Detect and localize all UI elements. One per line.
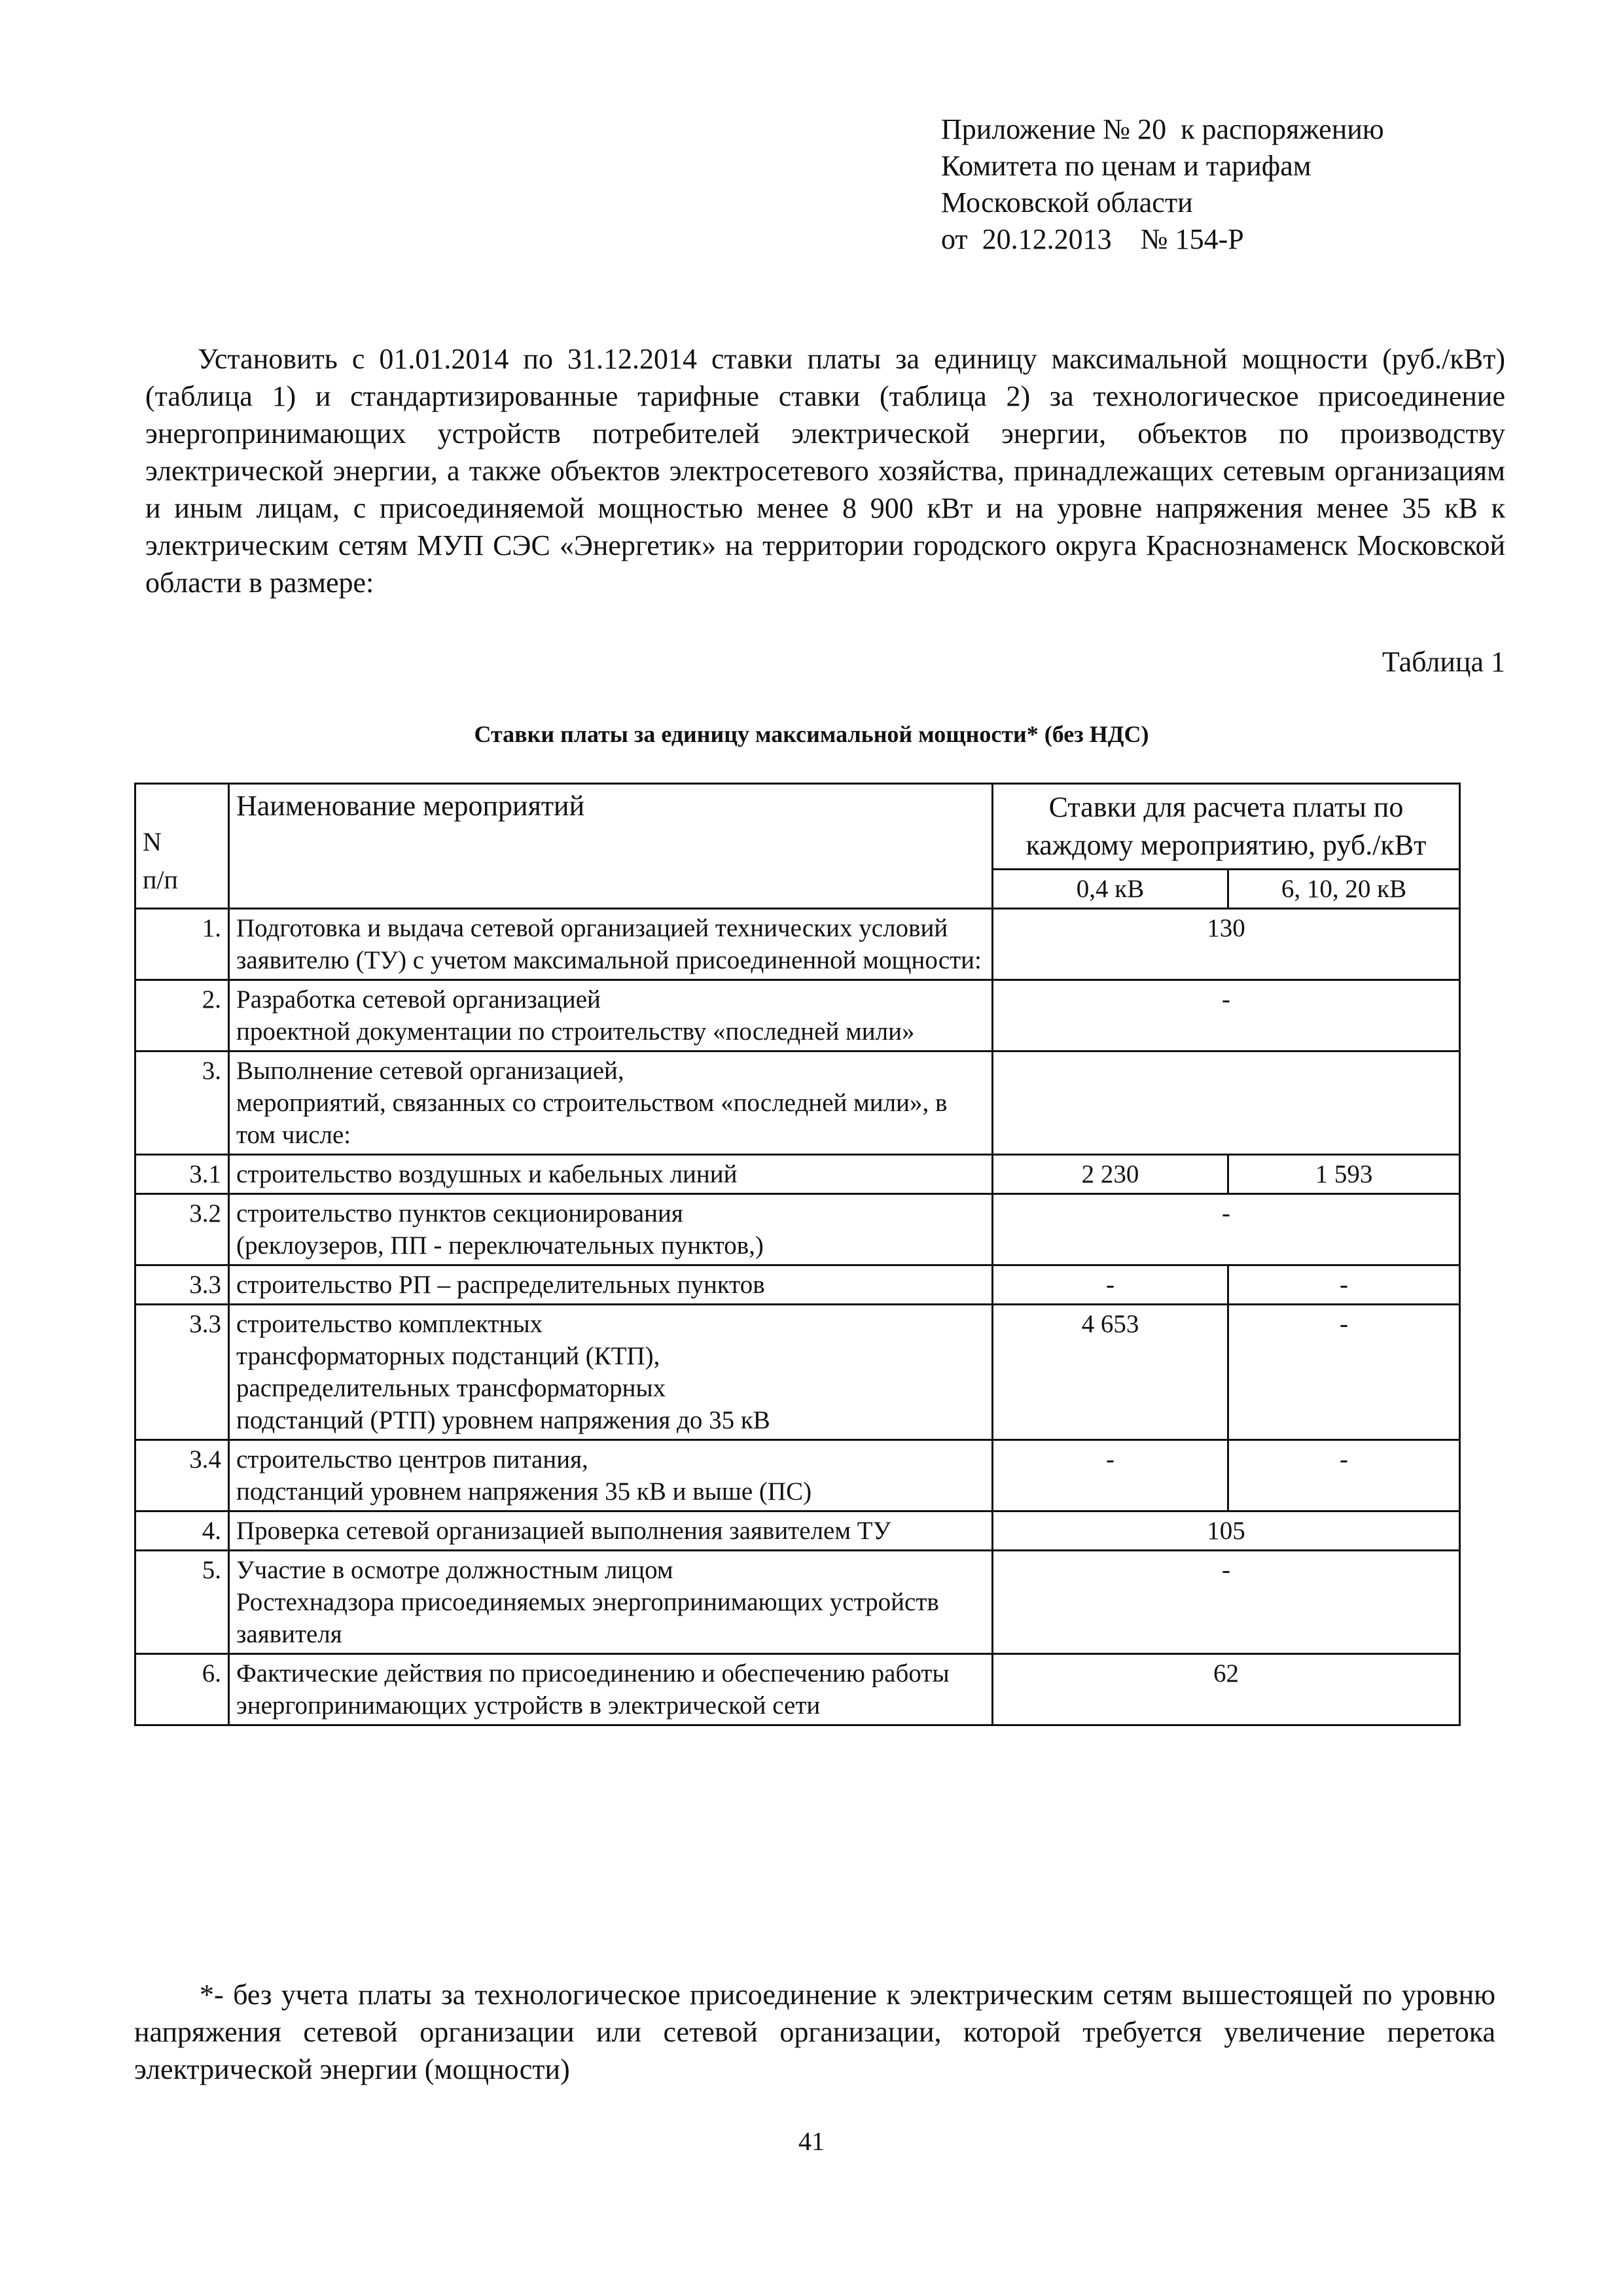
- row-number: 6.: [135, 1654, 229, 1725]
- table-row: [135, 1654, 1460, 1725]
- page-number: 41: [798, 2127, 825, 2156]
- header-line: Комитета по ценам и тарифам: [941, 150, 1311, 182]
- row-rate-merged: 105: [993, 1511, 1460, 1551]
- row-rate-6-20kv: -: [1228, 1440, 1460, 1511]
- header-line: Московской области: [941, 186, 1193, 219]
- row-activity-name: строительство воздушных и кабельных линий: [229, 1155, 993, 1194]
- header-line: от 20.12.2013 № 154-Р: [941, 223, 1244, 255]
- table-row: [135, 1051, 1460, 1155]
- header-line: Приложение № 20 к распоряжению: [941, 113, 1384, 145]
- header-name: Наименование мероприятий: [229, 784, 993, 909]
- intro-paragraph: Установить с 01.01.2014 по 31.12.2014 ставки платы за единицу максимальной мощности (руб./кВт) (таблица 1) и стандартизированные тарифные ставки (таблица 2) за технологическое присоединение энергопринимающих устройств потребителей электрической энергии, объектов по производству электрической энергии, а также объектов электросетевого хозяйства, принадлежащих сетевым организациям и иным лицам, с присоединяемой мощностью менее 8 900 кВт и на уровне напряжения менее 35 кВ к электрическим сетям МУП СЭС «Энергетик» на территории городского округа Краснознаменск Московской области в размере:: [145, 343, 1505, 599]
- row-number: 1.: [135, 909, 229, 980]
- table-row: [135, 980, 1460, 1051]
- rates-table: [134, 783, 1461, 1726]
- table-row: [135, 1305, 1460, 1440]
- row-rate-merged: [993, 1051, 1460, 1155]
- row-rate-04kv: -: [993, 1440, 1228, 1511]
- row-number: 3.4: [135, 1440, 229, 1511]
- row-rate-04kv: -: [993, 1265, 1228, 1305]
- row-number: 4.: [135, 1511, 229, 1551]
- row-number: 3.3: [135, 1305, 229, 1440]
- row-activity-name: Участие в осмотре должностным лицом Ростехнадзора присоединяемых энергопринимающих устройств заявителя: [229, 1551, 993, 1654]
- row-number: 3.: [135, 1051, 229, 1155]
- row-rate-6-20kv: -: [1228, 1265, 1460, 1305]
- table-row: [135, 1265, 1460, 1305]
- row-number: 3.3: [135, 1265, 229, 1305]
- row-activity-name: строительство РП – распределительных пунктов: [229, 1265, 993, 1305]
- row-activity-name: Выполнение сетевой организацией, мероприятий, связанных со строительством «последней мили», в том числе:: [229, 1051, 993, 1155]
- row-rate-6-20kv: 1 593: [1228, 1155, 1460, 1194]
- header-voltage-6-20: 6, 10, 20 кВ: [1228, 870, 1460, 909]
- row-rate-merged: -: [993, 1194, 1460, 1265]
- table-row: [135, 1194, 1460, 1265]
- header-voltage-04: 0,4 кВ: [993, 870, 1228, 909]
- row-number: 3.1: [135, 1155, 229, 1194]
- table-row: [135, 1551, 1460, 1654]
- row-rate-6-20kv: -: [1228, 1305, 1460, 1440]
- row-rate-04kv: 4 653: [993, 1305, 1228, 1440]
- row-activity-name: строительство центров питания, подстанций уровнем напряжения 35 кВ и выше (ПС): [229, 1440, 993, 1511]
- table-row: [135, 1440, 1460, 1511]
- table-caption: Ставки платы за единицу максимальной мощности* (без НДС): [474, 721, 1149, 747]
- row-activity-name: строительство комплектных трансформаторных подстанций (КТП), распределительных трансформаторных подстанций (РТП) уровнем напряжения до 35 кВ: [229, 1305, 993, 1440]
- header-rate: Ставки для расчета платы по каждому мероприятию, руб./кВт: [993, 784, 1460, 870]
- table-body: [135, 909, 1460, 1725]
- table-row: [135, 909, 1460, 980]
- table-header-row: [135, 784, 1460, 870]
- order-reference-header: [941, 111, 1530, 258]
- row-activity-name: строительство пунктов секционирования (реклоузеров, ПП - переключательных пунктов,): [229, 1194, 993, 1265]
- table-row: [135, 1511, 1460, 1551]
- footnote: *- без учета платы за технологическое присоединение к электрическим сетям вышестоящей по уровню напряжения сетевой организации или сетевой организации, которой требуется увеличение перетока электрической энергии (мощности): [134, 1979, 1495, 2085]
- row-rate-merged: -: [993, 1551, 1460, 1654]
- row-number: 2.: [135, 980, 229, 1051]
- row-number: 5.: [135, 1551, 229, 1654]
- row-rate-merged: -: [993, 980, 1460, 1051]
- row-rate-merged: 130: [993, 909, 1460, 980]
- row-activity-name: Подготовка и выдача сетевой организацией технических условий заявителю (ТУ) с учетом максимальной присоединенной мощности:: [229, 909, 993, 980]
- table-label: Таблица 1: [1382, 646, 1505, 678]
- row-rate-04kv: 2 230: [993, 1155, 1228, 1194]
- header-num: N п/п: [135, 784, 229, 909]
- row-activity-name: Фактические действия по присоединению и обеспечению работы энергопринимающих устройств в электрической сети: [229, 1654, 993, 1725]
- row-activity-name: Проверка сетевой организацией выполнения заявителем ТУ: [229, 1511, 993, 1551]
- row-number: 3.2: [135, 1194, 229, 1265]
- row-activity-name: Разработка сетевой организацией проектной документации по строительству «последней мили»: [229, 980, 993, 1051]
- table-row: [135, 1155, 1460, 1194]
- row-rate-merged: 62: [993, 1654, 1460, 1725]
